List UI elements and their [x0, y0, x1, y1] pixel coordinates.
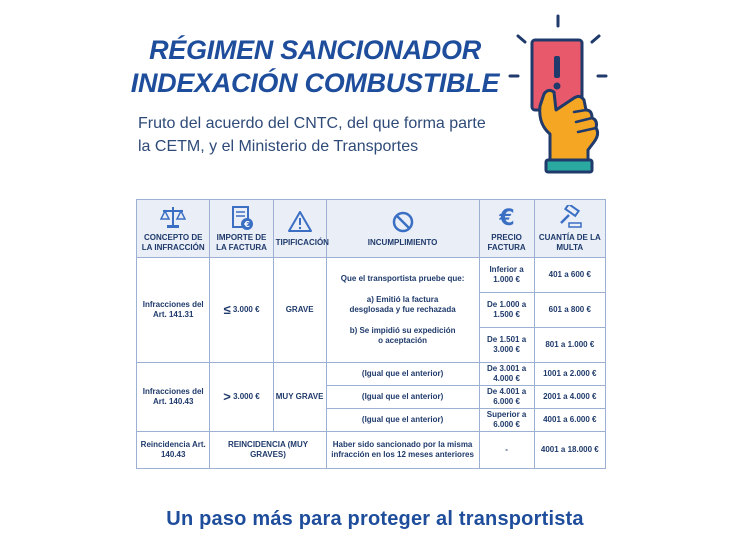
header-multa-label: CUANTÍA DE LA MULTA [538, 233, 601, 252]
svg-text:€: € [243, 220, 250, 229]
title-line-1: RÉGIMEN SANCIONADOR [149, 35, 481, 65]
multa-cell: 4001 a 6.000 € [534, 409, 605, 432]
precio-cell: Inferior a 1.000 € [479, 258, 534, 293]
invoice-euro-icon [212, 205, 270, 231]
concepto-cell: Reincidencia Art. 140.43 [137, 432, 210, 469]
subtitle [138, 112, 518, 158]
concepto-cell: Infracciones del Art. 141.31 [137, 258, 210, 363]
header-precio [479, 200, 534, 258]
header-incumplimiento [326, 200, 479, 258]
tipificacion-cell: MUY GRAVE [273, 363, 326, 432]
incumplimiento-cell: (Igual que el anterior) [326, 386, 479, 409]
subtitle-line-1: Fruto del acuerdo del CNTC, del que forma parte [138, 115, 486, 132]
header-importe-label: IMPORTE DE LA FACTURA [216, 233, 267, 252]
multa-cell: 401 a 600 € [534, 258, 605, 293]
table-row [137, 258, 606, 293]
header-tipificacion-label: TIPIFICACIÓN [275, 238, 329, 247]
header-importe [210, 200, 273, 258]
warning-triangle-icon [276, 210, 324, 236]
precio-cell: De 1.501 a 3.000 € [479, 328, 534, 363]
sanctions-table [136, 199, 606, 469]
incumplimiento-intro: Que el transportista pruebe que: [340, 274, 465, 283]
importe-cell: REINCIDENCIA (MUY GRAVES) [210, 432, 326, 469]
incumplimiento-cell: (Igual que el anterior) [326, 409, 479, 432]
concepto-cell: Infracciones del Art. 140.43 [137, 363, 210, 432]
multa-cell: 1001 a 2.000 € [534, 363, 605, 386]
title-line-2: INDEXACIÓN COMBUSTIBLE [130, 68, 500, 98]
page-title [120, 34, 510, 100]
header-concepto [137, 200, 210, 258]
incumplimiento-cell: (Igual que el anterior) [326, 363, 479, 386]
subtitle-line-2: la CETM, y el Ministerio de Transportes [138, 138, 419, 155]
header-incumplimiento-label: INCUMPLIMIENTO [367, 238, 438, 247]
euro-icon [482, 205, 532, 231]
multa-cell: 4001 a 18.000 € [534, 432, 605, 469]
footer-slogan: Un paso más para proteger al transportista [166, 508, 584, 530]
incumplimiento-cell [326, 258, 479, 363]
precio-cell: Superior a 6.000 € [479, 409, 534, 432]
incumplimiento-a: a) Emitió la factura desglosada y fue rechazada [349, 295, 456, 314]
header-concepto-label: CONCEPTO DE LA INFRACCIÓN [141, 233, 205, 252]
tipificacion-cell: GRAVE [273, 258, 326, 363]
precio-cell: - [479, 432, 534, 469]
table-row [137, 363, 606, 386]
svg-text:€: € [498, 206, 515, 229]
importe-cell [210, 363, 273, 432]
gavel-icon [537, 205, 603, 231]
incumplimiento-cell: Haber sido sancionado por la misma infracción en los 12 meses anteriores [326, 432, 479, 469]
scales-icon [139, 205, 207, 231]
importe-symbol: ≤ [223, 301, 231, 317]
importe-value: 3.000 € [232, 305, 260, 315]
header-tipificacion [273, 200, 329, 258]
incumplimiento-b: b) Se impidió su expedición o aceptación [349, 326, 456, 345]
precio-cell: De 4.001 a 6.000 € [479, 386, 534, 409]
importe-symbol: > [223, 388, 231, 404]
precio-cell: De 1.000 a 1.500 € [479, 293, 534, 328]
header-precio-label: PRECIO FACTURA [487, 233, 526, 252]
multa-cell: 801 a 1.000 € [534, 328, 605, 363]
header-multa [534, 200, 605, 258]
hand-holding-red-card-icon [500, 14, 620, 174]
multa-cell: 2001 a 4.000 € [534, 386, 605, 409]
importe-value: 3.000 € [233, 392, 260, 402]
precio-cell: De 3.001 a 4.000 € [479, 363, 534, 386]
table-row [137, 432, 606, 469]
table-header-row [137, 200, 606, 258]
prohibited-icon [329, 210, 477, 236]
importe-cell [210, 258, 273, 363]
multa-cell: 601 a 800 € [534, 293, 605, 328]
